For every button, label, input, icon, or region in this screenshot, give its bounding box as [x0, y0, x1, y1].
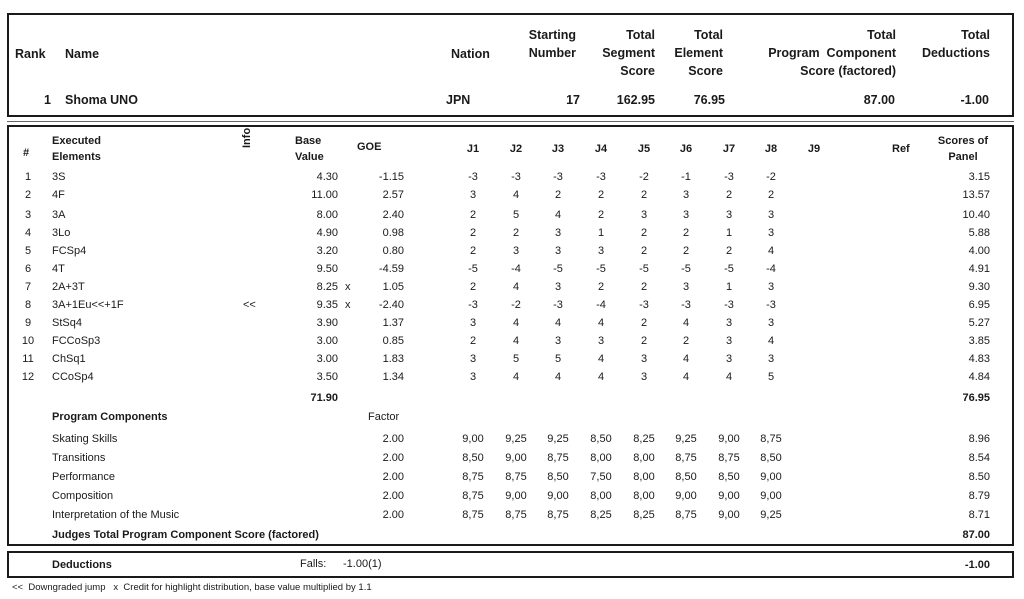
header-scores-of-panel — [928, 133, 998, 165]
element-judge-score: -4 — [766, 263, 776, 275]
header-line: Panel — [948, 151, 978, 163]
element-panel-score: 10.40 — [962, 209, 990, 221]
element-judge-score: 2 — [469, 227, 477, 239]
component-judge-score: 8,50 — [547, 471, 569, 483]
component-name: Skating Skills — [52, 433, 118, 445]
skater-name: Shoma UNO — [65, 93, 138, 107]
header-judge: J1 — [466, 143, 480, 155]
component-judge-score: 9,00 — [760, 490, 782, 502]
element-judge-score: -3 — [766, 299, 776, 311]
component-panel-score: 8.96 — [968, 433, 990, 445]
element-judge-score: 4 — [512, 189, 520, 201]
element-number: 3 — [24, 209, 32, 221]
pcs-total-value: 87.00 — [962, 529, 990, 541]
element-base-value: 9.35 — [316, 299, 338, 311]
element-judge-score: 2 — [640, 227, 648, 239]
element-judge-score: 1 — [725, 227, 733, 239]
element-goe: 2.40 — [382, 209, 404, 221]
element-number: 9 — [24, 317, 32, 329]
element-base-value: 3.00 — [316, 353, 338, 365]
element-judge-score: -3 — [681, 299, 691, 311]
pcs-total-label: Judges Total Program Component Score (factored) — [52, 529, 319, 541]
element-judge-score: -5 — [639, 263, 649, 275]
element-judge-score: -5 — [468, 263, 478, 275]
component-panel-score: 8.50 — [968, 471, 990, 483]
component-judge-score: 9,00 — [505, 452, 527, 464]
header-line: Total — [961, 28, 990, 42]
component-name: Transitions — [52, 452, 106, 464]
header-ref: Ref — [892, 143, 910, 155]
element-judge-score: 2 — [640, 335, 648, 347]
header-line: Score — [688, 64, 723, 78]
element-info: << — [243, 299, 256, 311]
header-line: Segment — [602, 46, 655, 60]
element-code: 3A — [52, 209, 66, 221]
component-factor: 2.00 — [382, 509, 404, 521]
elements-panel-total: 76.95 — [962, 392, 990, 404]
header-judge: J8 — [764, 143, 778, 155]
element-judge-score: 3 — [767, 227, 775, 239]
element-judge-score: 2 — [640, 281, 648, 293]
element-judge-score: -4 — [511, 263, 521, 275]
component-name: Composition — [52, 490, 114, 502]
deductions-box — [7, 551, 1014, 578]
element-judge-score: 3 — [597, 245, 605, 257]
element-judge-score: 2 — [682, 245, 690, 257]
component-panel-score: 8.79 — [968, 490, 990, 502]
component-judge-score: 8,75 — [675, 509, 697, 521]
element-judge-score: -3 — [468, 299, 478, 311]
element-number: 2 — [24, 189, 32, 201]
header-judge: J6 — [679, 143, 693, 155]
header-goe: GOE — [357, 141, 382, 153]
element-code: 3Lo — [52, 227, 71, 239]
element-judge-score: 2 — [469, 245, 477, 257]
element-code: CCoSp4 — [52, 371, 94, 383]
element-judge-score: 3 — [682, 189, 690, 201]
element-judge-score: 2 — [554, 189, 562, 201]
element-judge-score: 5 — [512, 353, 520, 365]
component-judge-score: 8,25 — [633, 509, 655, 521]
element-bonus-marker: x — [345, 281, 351, 293]
element-judge-score: 3 — [469, 317, 477, 329]
component-judge-score: 8,50 — [760, 452, 782, 464]
element-panel-score: 9.30 — [968, 281, 990, 293]
element-panel-score: 5.88 — [968, 227, 990, 239]
component-factor: 2.00 — [382, 452, 404, 464]
header-judge: J9 — [807, 143, 821, 155]
component-judge-score: 9,00 — [718, 490, 740, 502]
element-judge-score: -5 — [681, 263, 691, 275]
component-judge-score: 8,75 — [505, 509, 527, 521]
header-starting-number — [520, 26, 576, 62]
element-judge-score: 2 — [597, 189, 605, 201]
element-goe: -4.59 — [378, 263, 404, 275]
element-judge-score: 2 — [469, 209, 477, 221]
element-number: 4 — [24, 227, 32, 239]
header-line: Executed — [52, 135, 101, 147]
element-goe: 0.85 — [382, 335, 404, 347]
element-judge-score: 3 — [469, 353, 477, 365]
element-judge-score: 4 — [597, 353, 605, 365]
element-judge-score: 4 — [597, 371, 605, 383]
starting-number-value: 17 — [566, 93, 580, 107]
element-number: 7 — [24, 281, 32, 293]
element-judge-score: 4 — [512, 281, 520, 293]
element-judge-score: -1 — [681, 171, 691, 183]
element-judge-score: 1 — [597, 227, 605, 239]
component-judge-score: 8,75 — [505, 471, 527, 483]
component-factor: 2.00 — [382, 471, 404, 483]
header-line: Program Component — [768, 46, 896, 60]
component-judge-score: 9,25 — [760, 509, 782, 521]
falls-label: Falls: — [300, 558, 327, 570]
header-judge: J5 — [637, 143, 651, 155]
element-judge-score: 3 — [725, 335, 733, 347]
element-judge-score: 1 — [725, 281, 733, 293]
element-judge-score: 4 — [725, 371, 733, 383]
element-number: 5 — [24, 245, 32, 257]
element-number: 11 — [22, 353, 34, 365]
element-code: 3S — [52, 171, 66, 183]
element-base-value: 4.90 — [316, 227, 338, 239]
element-judge-score: 2 — [469, 335, 477, 347]
element-code: 3A+1Eu<<+1F — [52, 299, 124, 311]
header-line: Total — [694, 28, 723, 42]
element-judge-score: -3 — [468, 171, 478, 183]
element-panel-score: 4.91 — [968, 263, 990, 275]
component-judge-score: 9,25 — [547, 433, 569, 445]
program-components-title: Program Components — [52, 411, 168, 423]
header-line: Number — [528, 46, 576, 60]
element-judge-score: 3 — [469, 189, 477, 201]
element-base-value: 9.50 — [316, 263, 338, 275]
total-pcs-value: 87.00 — [863, 93, 895, 107]
header-judge: J2 — [509, 143, 523, 155]
element-judge-score: 2 — [469, 281, 477, 293]
component-judge-score: 8,50 — [675, 471, 697, 483]
element-goe: -1.15 — [378, 171, 404, 183]
element-panel-score: 4.83 — [968, 353, 990, 365]
element-panel-score: 5.27 — [968, 317, 990, 329]
header-line: Elements — [52, 151, 101, 163]
element-base-value: 3.90 — [316, 317, 338, 329]
element-judge-score: 4 — [682, 317, 690, 329]
component-judge-score: 9,00 — [760, 471, 782, 483]
component-judge-score: 8,75 — [462, 471, 484, 483]
element-code: 4F — [52, 189, 65, 201]
element-base-value: 3.50 — [316, 371, 338, 383]
component-judge-score: 9,25 — [675, 433, 697, 445]
element-number: 12 — [21, 371, 35, 383]
element-judge-score: 2 — [682, 227, 690, 239]
base-value-total: 71.90 — [310, 392, 338, 404]
component-judge-score: 9,00 — [718, 509, 740, 521]
element-judge-score: 3 — [682, 209, 690, 221]
component-judge-score: 8,25 — [633, 433, 655, 445]
header-line: Total — [626, 28, 655, 42]
element-judge-score: 5 — [767, 371, 775, 383]
element-judge-score: -3 — [724, 171, 734, 183]
element-judge-score: 3 — [767, 353, 775, 365]
footnote: << Downgraded jump x Credit for highlight distribution, base value multiplied by 1.1 — [12, 582, 372, 593]
element-code: FCCoSp3 — [52, 335, 101, 347]
component-judge-score: 9,00 — [505, 490, 527, 502]
total-deductions-value: -1.00 — [960, 93, 989, 107]
element-judge-score: -3 — [511, 171, 521, 183]
element-judge-score: 4 — [512, 335, 520, 347]
component-judge-score: 9,00 — [675, 490, 697, 502]
header-base-value — [295, 133, 324, 165]
element-judge-score: 3 — [725, 209, 733, 221]
header-info: Info — [241, 127, 253, 148]
component-judge-score: 9,00 — [718, 433, 740, 445]
header-judge: J7 — [722, 143, 736, 155]
summary-underline — [7, 121, 1014, 122]
component-judge-score: 8,00 — [590, 452, 612, 464]
element-number: 6 — [24, 263, 32, 275]
element-judge-score: 3 — [554, 227, 562, 239]
element-number: 8 — [24, 299, 32, 311]
element-judge-score: 2 — [640, 317, 648, 329]
component-panel-score: 8.71 — [968, 509, 990, 521]
element-judge-score: 2 — [512, 227, 520, 239]
component-judge-score: 8,75 — [547, 452, 569, 464]
header-line: Score — [620, 64, 655, 78]
element-judge-score: 2 — [640, 189, 648, 201]
element-judge-score: 4 — [682, 371, 690, 383]
component-judge-score: 8,00 — [633, 452, 655, 464]
element-judge-score: 3 — [640, 371, 648, 383]
element-judge-score: -5 — [724, 263, 734, 275]
element-goe: 1.37 — [382, 317, 404, 329]
component-factor: 2.00 — [382, 433, 404, 445]
header-num: # — [23, 147, 30, 159]
element-base-value: 4.30 — [316, 171, 338, 183]
element-judge-score: 2 — [725, 245, 733, 257]
component-judge-score: 9,00 — [462, 433, 484, 445]
element-judge-score: 5 — [554, 353, 562, 365]
element-judge-score: 3 — [469, 371, 477, 383]
component-judge-score: 8,75 — [462, 490, 484, 502]
element-code: StSq4 — [52, 317, 82, 329]
element-panel-score: 4.00 — [968, 245, 990, 257]
nation-value: JPN — [446, 93, 471, 107]
header-line: Score (factored) — [800, 64, 896, 78]
element-judge-score: 2 — [682, 335, 690, 347]
header-total-deductions — [900, 26, 990, 62]
component-judge-score: 8,50 — [590, 433, 612, 445]
header-line: Starting — [528, 28, 576, 42]
element-goe: 1.34 — [382, 371, 404, 383]
element-judge-score: 5 — [512, 209, 520, 221]
element-judge-score: 3 — [725, 317, 733, 329]
total-segment-score-value: 162.95 — [616, 93, 655, 107]
header-rank: Rank — [15, 47, 46, 61]
element-judge-score: 4 — [554, 209, 562, 221]
element-judge-score: 4 — [554, 371, 562, 383]
component-judge-score: 8,75 — [547, 509, 569, 521]
element-judge-score: 2 — [767, 189, 775, 201]
element-judge-score: 3 — [640, 353, 648, 365]
component-judge-score: 9,00 — [547, 490, 569, 502]
element-panel-score: 3.15 — [968, 171, 990, 183]
header-line: Deductions — [921, 46, 990, 60]
header-line: Element — [674, 46, 723, 60]
element-judge-score: 4 — [554, 317, 562, 329]
element-judge-score: 3 — [767, 281, 775, 293]
element-goe: 1.05 — [382, 281, 404, 293]
element-judge-score: -5 — [553, 263, 563, 275]
header-line: Scores of — [937, 135, 989, 147]
element-code: 2A+3T — [52, 281, 85, 293]
component-judge-score: 8,50 — [718, 471, 740, 483]
deductions-label: Deductions — [52, 559, 112, 571]
component-name: Performance — [52, 471, 115, 483]
component-judge-score: 7,50 — [590, 471, 612, 483]
element-base-value: 3.00 — [316, 335, 338, 347]
element-panel-score: 13.57 — [962, 189, 990, 201]
element-judge-score: -5 — [596, 263, 606, 275]
element-judge-score: 4 — [682, 353, 690, 365]
header-executed-elements — [52, 133, 101, 165]
element-judge-score: -2 — [639, 171, 649, 183]
deductions-total: -1.00 — [964, 559, 990, 571]
component-judge-score: 8,50 — [462, 452, 484, 464]
element-base-value: 11.00 — [311, 189, 338, 201]
element-judge-score: 4 — [512, 371, 520, 383]
element-judge-score: 2 — [640, 245, 648, 257]
element-judge-score: 3 — [725, 353, 733, 365]
component-judge-score: 8,75 — [760, 433, 782, 445]
component-factor: 2.00 — [382, 490, 404, 502]
element-judge-score: 3 — [554, 245, 562, 257]
element-judge-score: 2 — [597, 209, 605, 221]
element-judge-score: 3 — [554, 281, 562, 293]
element-judge-score: 2 — [725, 189, 733, 201]
header-judge: J4 — [594, 143, 608, 155]
element-judge-score: -2 — [766, 171, 776, 183]
header-line: Value — [295, 151, 324, 163]
element-base-value: 8.25 — [316, 281, 338, 293]
element-judge-score: 3 — [597, 335, 605, 347]
element-bonus-marker: x — [345, 299, 351, 311]
element-number: 1 — [24, 171, 32, 183]
element-panel-score: 4.84 — [968, 371, 990, 383]
header-total-element-score — [665, 26, 723, 80]
element-judge-score: -3 — [553, 171, 563, 183]
element-goe: 2.57 — [382, 189, 404, 201]
element-judge-score: 3 — [767, 209, 775, 221]
header-total-segment-score — [590, 26, 655, 80]
element-judge-score: 3 — [682, 281, 690, 293]
component-judge-score: 8,00 — [633, 490, 655, 502]
component-judge-score: 9,25 — [505, 433, 527, 445]
element-number: 10 — [21, 335, 35, 347]
component-judge-score: 8,00 — [590, 490, 612, 502]
component-judge-score: 8,00 — [633, 471, 655, 483]
component-name: Interpretation of the Music — [52, 509, 180, 521]
component-panel-score: 8.54 — [968, 452, 990, 464]
component-judge-score: 8,75 — [462, 509, 484, 521]
element-judge-score: 4 — [512, 317, 520, 329]
element-judge-score: -3 — [639, 299, 649, 311]
header-name: Name — [65, 47, 100, 61]
element-judge-score: -4 — [596, 299, 606, 311]
element-base-value: 3.20 — [316, 245, 338, 257]
element-judge-score: -2 — [511, 299, 521, 311]
element-code: FCSp4 — [52, 245, 87, 257]
header-judge: J3 — [551, 143, 565, 155]
element-judge-score: 4 — [597, 317, 605, 329]
total-element-score-value: 76.95 — [693, 93, 725, 107]
element-judge-score: 3 — [512, 245, 520, 257]
header-line: Total — [867, 28, 896, 42]
element-goe: 0.80 — [382, 245, 404, 257]
element-judge-score: 4 — [767, 335, 775, 347]
falls-value: -1.00(1) — [343, 558, 382, 570]
component-judge-score: 8,75 — [718, 452, 740, 464]
element-judge-score: 4 — [767, 245, 775, 257]
element-goe: -2.40 — [378, 299, 404, 311]
element-code: ChSq1 — [52, 353, 86, 365]
element-panel-score: 3.85 — [968, 335, 990, 347]
header-line: Base — [295, 135, 322, 147]
element-judge-score: -3 — [724, 299, 734, 311]
element-code: 4T — [52, 263, 65, 275]
element-judge-score: 3 — [640, 209, 648, 221]
element-goe: 0.98 — [382, 227, 404, 239]
element-judge-score: 2 — [597, 281, 605, 293]
component-judge-score: 8,75 — [675, 452, 697, 464]
element-judge-score: 3 — [554, 335, 562, 347]
element-judge-score: -3 — [553, 299, 563, 311]
element-panel-score: 6.95 — [968, 299, 990, 311]
element-judge-score: -3 — [596, 171, 606, 183]
component-judge-score: 8,25 — [590, 509, 612, 521]
rank-value: 1 — [44, 93, 51, 107]
element-base-value: 8.00 — [316, 209, 338, 221]
factor-label: Factor — [368, 411, 400, 423]
element-judge-score: 3 — [767, 317, 775, 329]
header-nation: Nation — [451, 47, 490, 61]
element-goe: 1.83 — [382, 353, 404, 365]
header-total-pcs — [740, 26, 896, 80]
